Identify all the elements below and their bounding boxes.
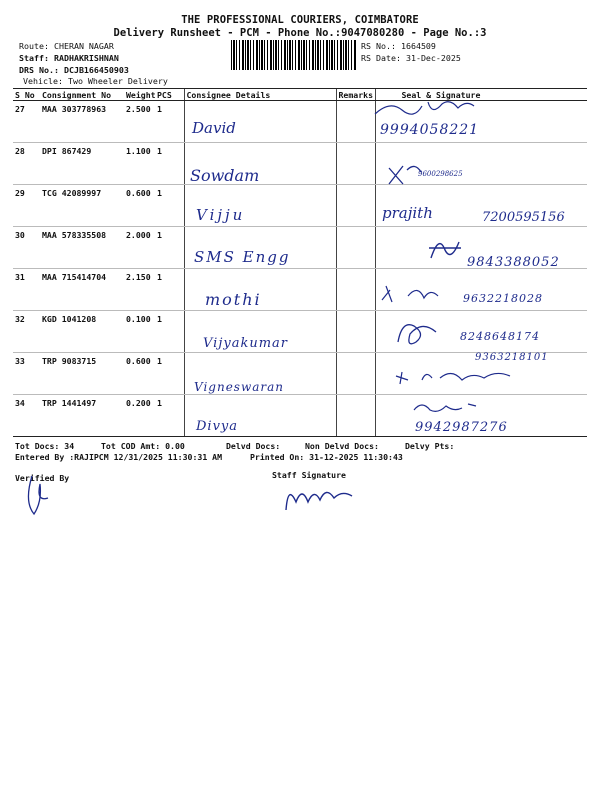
delivered-docs: Delvd Docs:	[226, 441, 281, 451]
cell-consignment: MAA 715414704	[40, 269, 124, 311]
cell-pcs: 1	[155, 101, 184, 143]
cell-consignment: MAA 578335508	[40, 227, 124, 269]
cell-consignment: TCG 42089997	[40, 185, 124, 227]
entered-by: Entered By :RAJIPCM 12/31/2025 11:30:31 AM	[15, 452, 223, 462]
cell-consignment: DPI 867429	[40, 143, 124, 185]
cell-sno: 28	[13, 143, 40, 185]
cell-consignment: TRP 9083715	[40, 353, 124, 395]
drs-number: DRS No.: DCJB166450903	[19, 65, 129, 75]
handwritten-phone: 9994058221	[380, 122, 480, 138]
rs-date: RS Date: 31-Dec-2025	[361, 53, 461, 63]
handwritten-consignee: SMS Engg	[194, 248, 291, 266]
col-header-seal: Seal & Signature	[375, 89, 587, 101]
handwritten-consignee: David	[192, 119, 236, 137]
company-title: THE PROFESSIONAL COURIERS, COIMBATORE	[181, 14, 419, 26]
cell-weight: 0.600	[124, 185, 155, 227]
col-header-consignment: Consignment No	[40, 89, 124, 101]
vehicle-label: Vehicle: Two Wheeler Delivery	[23, 76, 168, 86]
delivery-points: Delvy Pts:	[405, 441, 455, 451]
printed-on: Printed On: 31-12-2025 11:30:43	[250, 452, 403, 462]
col-header-weight: Weight	[126, 89, 156, 100]
signature-mark	[425, 232, 465, 266]
cell-remarks	[336, 269, 375, 311]
route-label: Route: CHERAN NAGAR	[19, 41, 114, 51]
handwritten-phone: 9363218101	[475, 352, 549, 363]
handwritten-consignee: Vigneswaran	[194, 380, 285, 394]
col-header-pcs: PCS	[155, 89, 184, 101]
cell-pcs: 1	[155, 311, 184, 353]
cell-pcs: 1	[155, 395, 184, 437]
staff-signature-label: Staff Signature	[272, 470, 346, 480]
verifier-signature	[18, 472, 58, 518]
cell-weight: 2.150	[124, 269, 155, 311]
handwritten-seal-name: prajith	[382, 204, 433, 222]
cell-weight: 0.600	[124, 353, 155, 395]
col-header-sno: S No	[13, 89, 40, 101]
table-header-row	[13, 89, 587, 101]
cell-sno: 34	[13, 395, 40, 437]
cell-pcs: 1	[155, 143, 184, 185]
staff-signature	[280, 478, 360, 514]
cell-weight: 1.100	[124, 143, 155, 185]
cell-sno: 27	[13, 101, 40, 143]
handwritten-phone: 8248648174	[460, 330, 540, 343]
rs-number: RS No.: 1664509	[361, 41, 436, 51]
table-row	[13, 101, 587, 143]
handwritten-phone: 7200595156	[482, 210, 565, 225]
cell-sno: 31	[13, 269, 40, 311]
cell-remarks	[336, 311, 375, 353]
cell-sno: 30	[13, 227, 40, 269]
cell-weight: 0.200	[124, 395, 155, 437]
cell-pcs: 1	[155, 353, 184, 395]
cell-weight: 0.100	[124, 311, 155, 353]
signature-mark	[392, 314, 452, 350]
runsheet-subtitle: Delivery Runsheet - PCM - Phone No.:9047080280 - Page No.:3	[113, 27, 487, 39]
cell-consignment: KGD 1041208	[40, 311, 124, 353]
cell-pcs: 1	[155, 269, 184, 311]
cell-consignment: MAA 303778963	[40, 101, 124, 143]
handwritten-consignee: Sowdam	[190, 166, 260, 185]
verified-by-label: Verified By	[15, 473, 70, 483]
handwritten-consignee: Vijyakumar	[203, 336, 288, 351]
col-header-consignee: Consignee Details	[184, 89, 336, 101]
cell-sno: 32	[13, 311, 40, 353]
handwritten-phone: 9942987276	[415, 420, 508, 435]
signature-mark	[410, 398, 480, 418]
cell-remarks	[336, 227, 375, 269]
handwritten-phone: 9843388052	[467, 255, 560, 270]
cell-remarks	[336, 353, 375, 395]
cell-pcs: 1	[155, 227, 184, 269]
barcode-image	[231, 40, 357, 70]
cell-remarks	[336, 185, 375, 227]
handwritten-phone: 9600298625	[418, 170, 463, 178]
cell-weight: 2.500	[124, 101, 155, 143]
handwritten-consignee: mothi	[205, 290, 262, 309]
cell-remarks	[336, 395, 375, 437]
handwritten-phone: 9632218028	[463, 292, 543, 305]
cell-remarks	[336, 143, 375, 185]
cell-weight: 2.000	[124, 227, 155, 269]
signature-mark	[378, 282, 458, 308]
tot-cod-amount: Tot COD Amt: 0.00	[101, 441, 185, 451]
handwritten-consignee: Vijju	[196, 206, 246, 224]
signature-mark	[370, 96, 480, 122]
signature-mark	[392, 366, 522, 388]
non-delivered-docs: Non Delvd Docs:	[305, 441, 379, 451]
col-header-remarks: Remarks	[336, 89, 375, 101]
staff-label: Staff: RADHAKRISHNAN	[19, 53, 119, 63]
table-row	[13, 143, 587, 185]
cell-pcs: 1	[155, 185, 184, 227]
tot-docs: Tot Docs: 34	[15, 441, 75, 451]
cell-consignment: TRP 1441497	[40, 395, 124, 437]
signature-mark	[385, 160, 425, 188]
cell-sno: 29	[13, 185, 40, 227]
cell-sno: 33	[13, 353, 40, 395]
handwritten-consignee: Divya	[196, 419, 239, 434]
